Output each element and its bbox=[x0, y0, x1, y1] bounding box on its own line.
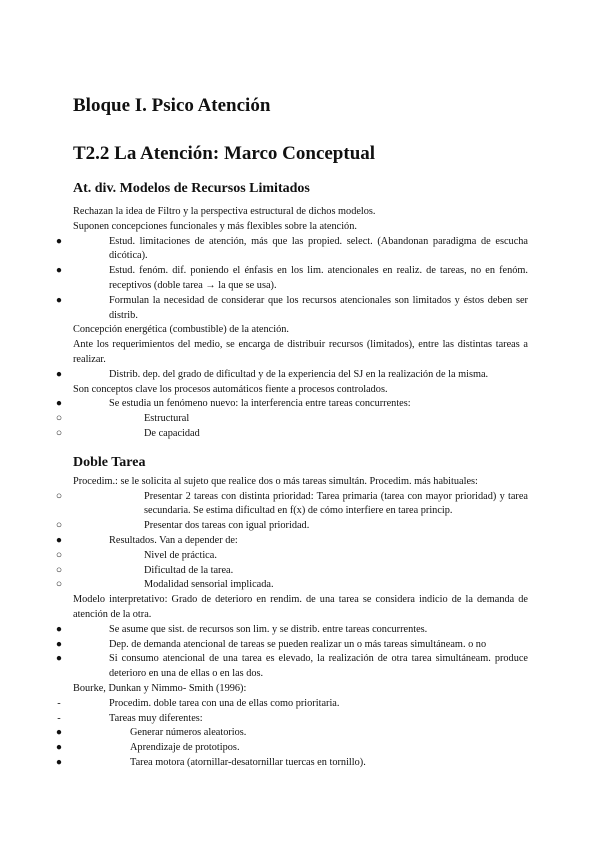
dash-mark: - bbox=[57, 697, 61, 709]
bullet-list bbox=[55, 623, 528, 682]
sub-list-item: ○ Presentar dos tareas con igual prioridad. bbox=[73, 519, 528, 534]
circle-mark: ○ bbox=[55, 490, 63, 502]
bullet-mark: ● bbox=[55, 294, 63, 306]
bullet-mark: ● bbox=[55, 265, 63, 277]
sub-list-item: ○ Dificultad de la tarea. bbox=[73, 564, 528, 579]
paragraph: Bourke, Dunkan y Nimmo- Smith (1996): bbox=[73, 682, 247, 694]
bullet-mark: ● bbox=[55, 727, 63, 739]
bullet-mark: ● bbox=[55, 398, 63, 410]
list-item: ● Resultados. Van a depender de: bbox=[73, 534, 528, 549]
section-heading-doble-tarea: Doble Tarea bbox=[73, 454, 146, 470]
bullet-list bbox=[55, 397, 528, 441]
list-item: ● Si consumo atencional de una tarea es elevado, la realización de otra tarea simultáneam. produce deterioro en una de ellas o en las dos. bbox=[73, 652, 528, 682]
sub-list-item: ○ Estructural bbox=[73, 412, 528, 427]
list-item: ● Estud. limitaciones de atención, más que las propied. select. (Abandonan paradigma de escucha dicótica). bbox=[73, 235, 528, 265]
paragraph: Concepción energética (combustible) de la atención. bbox=[73, 324, 289, 336]
paragraph: Ante los requerimientos del medio, se encarga de distribuir recursos (limitados), entre las distintas tareas a realizar. bbox=[73, 339, 528, 365]
circle-mark: ○ bbox=[55, 579, 63, 591]
bullet-mark: ● bbox=[55, 638, 63, 650]
bullet-mark: ● bbox=[55, 623, 63, 635]
section-heading-recursos: At. div. Modelos de Recursos Limitados bbox=[73, 181, 310, 196]
list-item: ● Formulan la necesidad de considerar que los recursos atencionales son limitados y éstos deben ser distrib. bbox=[73, 294, 528, 324]
sub-list bbox=[55, 490, 528, 534]
sub-list-item: ○ Presentar 2 tareas con distinta prioridad: Tarea primaria (tarea con mayor prioridad) y tarea secundaria. Se estima dificultad en f(x) de cómo interfiere en tarea princip. bbox=[73, 490, 528, 520]
dash-list-item: - Tareas muy diferentes: bbox=[73, 712, 528, 727]
list-item: ● Aprendizaje de prototipos. bbox=[73, 741, 528, 756]
paragraph: Procedim.: se le solicita al sujeto que realice dos o más tareas simultán. Procedim. más habituales: bbox=[73, 475, 478, 487]
paragraph: Son conceptos clave los procesos automáticos fiente a procesos controlados. bbox=[73, 383, 388, 395]
paragraph: Suponen concepciones funcionales y más flexibles sobre la atención. bbox=[73, 220, 357, 232]
circle-mark: ○ bbox=[55, 413, 63, 425]
list-item: ● Tarea motora (atornillar-desatornillar tuercas en tornillo). bbox=[73, 756, 528, 771]
dash-list-item: - Procedim. doble tarea con una de ellas como prioritaria. bbox=[73, 697, 528, 712]
title-topic: T2.2 La Atención: Marco Conceptual bbox=[73, 143, 376, 164]
bullet-mark: ● bbox=[55, 742, 63, 754]
sub-list-item: ○ De capacidad bbox=[73, 427, 528, 442]
bullet-list bbox=[55, 235, 528, 324]
bullet-mark: ● bbox=[55, 756, 63, 768]
bullet-mark: ● bbox=[55, 368, 63, 380]
title-bloque: Bloque I. Psico Atención bbox=[73, 95, 271, 116]
circle-mark: ○ bbox=[55, 520, 63, 532]
list-item: ● Se estudia un fenómeno nuevo: la interferencia entre tareas concurrentes: bbox=[73, 397, 528, 412]
circle-mark: ○ bbox=[55, 564, 63, 576]
bullet-list bbox=[55, 534, 528, 593]
paragraph: Rechazan la idea de Filtro y la perspectiva estructural de dichos modelos. bbox=[73, 206, 376, 217]
circle-mark: ○ bbox=[55, 549, 63, 561]
list-item: ● Distrib. dep. del grado de dificultad y de la experiencia del SJ en la realización de la misma. bbox=[73, 368, 528, 383]
bullet-mark: ● bbox=[55, 534, 63, 546]
sub-list-item: ○ Nivel de práctica. bbox=[73, 549, 528, 564]
list-item: ● Generar números aleatorios. bbox=[73, 726, 528, 741]
dash-mark: - bbox=[57, 712, 61, 724]
bullet-list bbox=[55, 368, 528, 383]
bullet-mark: ● bbox=[55, 235, 63, 247]
list-item: ● Se asume que sist. de recursos son lim. y se distrib. entre tareas concurrentes. bbox=[73, 623, 528, 638]
list-item: ● Estud. fenóm. dif. poniendo el énfasis en los lim. atencionales en realiz. de tareas, no en fenóm. receptivos (doble tarea → la que se usa). bbox=[73, 264, 528, 294]
dash-list bbox=[55, 697, 528, 771]
sub-list-item: ○ Modalidad sensorial implicada. bbox=[73, 578, 528, 593]
list-item: ● Dep. de demanda atencional de tareas se pueden realizar un o más tareas simultáneam. o no bbox=[73, 638, 528, 653]
document-body bbox=[55, 205, 528, 771]
circle-mark: ○ bbox=[55, 427, 63, 439]
bullet-mark: ● bbox=[55, 653, 63, 665]
paragraph: Modelo interpretativo: Grado de deterioro en rendim. de una tarea se considera indicio de la demanda de atención de la otra. bbox=[73, 594, 528, 620]
